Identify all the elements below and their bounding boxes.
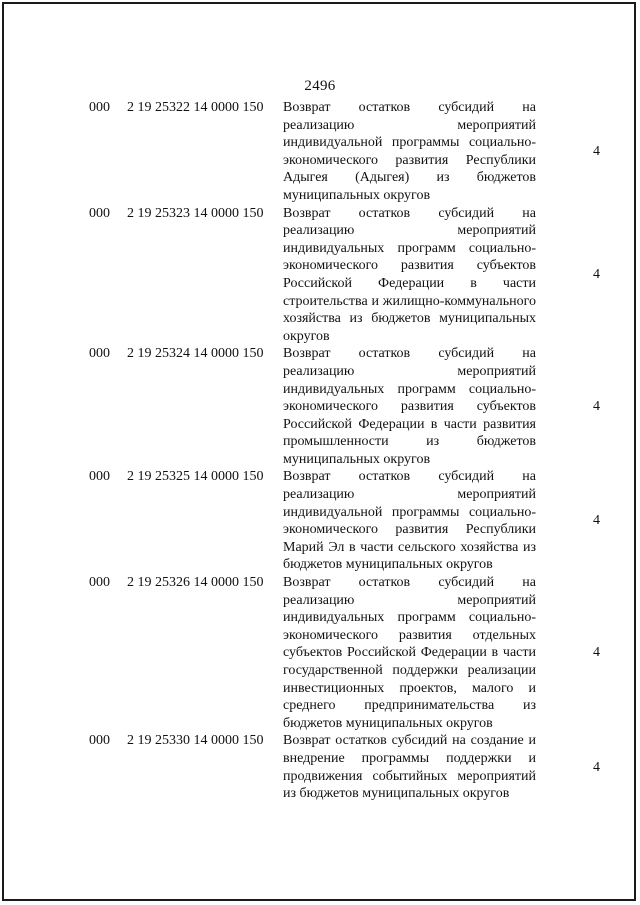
admin-code-cell: 000	[89, 733, 110, 749]
name-cell: Возврат остатков субсидий на реализацию мероприятий индивидуальных программ социально-экономического развития субъектов Российской Федерации в части развития промышленности из бюджетов муниципальных округов	[283, 346, 536, 467]
norm-value: 4	[593, 398, 600, 414]
norm-value: 4	[593, 759, 600, 775]
budget-code-cell: 2 19 25330 14 0000 150	[127, 733, 264, 749]
norm-value: 4	[593, 645, 600, 661]
budget-code-cell: 2 19 25325 14 0000 150	[127, 469, 264, 485]
table-row	[0, 345, 640, 468]
norm-cell	[536, 205, 600, 346]
norm-cell	[536, 345, 600, 468]
table-row	[0, 732, 640, 802]
table-row	[0, 205, 640, 346]
norm-cell	[536, 574, 600, 732]
norm-cell	[536, 468, 600, 574]
name-cell: Возврат остатков субсидий на реализацию мероприятий индивидуальных программ социально-экономического развития субъектов Российской Федерации в части строительства и жилищно-коммунального хозяйства из бюджетов муниципальных округов	[283, 205, 536, 344]
norm-value: 4	[593, 513, 600, 529]
budget-code-cell: 2 19 25322 14 0000 150	[127, 100, 264, 115]
norm-cell	[536, 732, 600, 802]
norm-value: 4	[593, 143, 600, 159]
table-row	[0, 99, 640, 205]
budget-code-cell: 2 19 25326 14 0000 150	[127, 575, 264, 591]
admin-code-cell: 000	[89, 575, 110, 591]
admin-code-cell: 000	[89, 205, 110, 221]
norm-value: 4	[593, 266, 600, 282]
name-cell: Возврат остатков субсидий на реализацию мероприятий индивидуальной программы социально-экономического развития Республики Марий Эл в части сельского хозяйства из бюджетов муниципальных округов	[283, 469, 536, 573]
name-cell: Возврат остатков субсидий на реализацию мероприятий индивидуальных программ социально-экономического развития отдельных субъектов Российской Федерации в части государственной поддержки реализации инвестиционных проектов, малого и среднего предпринимательства из бюджетов муниципальных округов	[283, 575, 536, 731]
budget-code-table	[0, 99, 640, 803]
table-row	[0, 574, 640, 732]
norm-cell	[536, 99, 600, 205]
budget-code-cell: 2 19 25323 14 0000 150	[127, 205, 264, 221]
name-cell: Возврат остатков субсидий на реализацию мероприятий индивидуальной программы социально-экономического развития Республики Адыгея (Адыгея) из бюджетов муниципальных округов	[283, 100, 536, 203]
admin-code-cell: 000	[89, 100, 110, 115]
name-cell: Возврат остатков субсидий на создание и внедрение программы поддержки и продвижения событийных мероприятий из бюджетов муниципальных округов	[283, 733, 536, 802]
admin-code-cell: 000	[89, 469, 110, 485]
admin-code-cell: 000	[89, 346, 110, 362]
table-row	[0, 468, 640, 574]
page-number: 2496	[304, 78, 336, 94]
budget-code-cell: 2 19 25324 14 0000 150	[127, 346, 264, 362]
